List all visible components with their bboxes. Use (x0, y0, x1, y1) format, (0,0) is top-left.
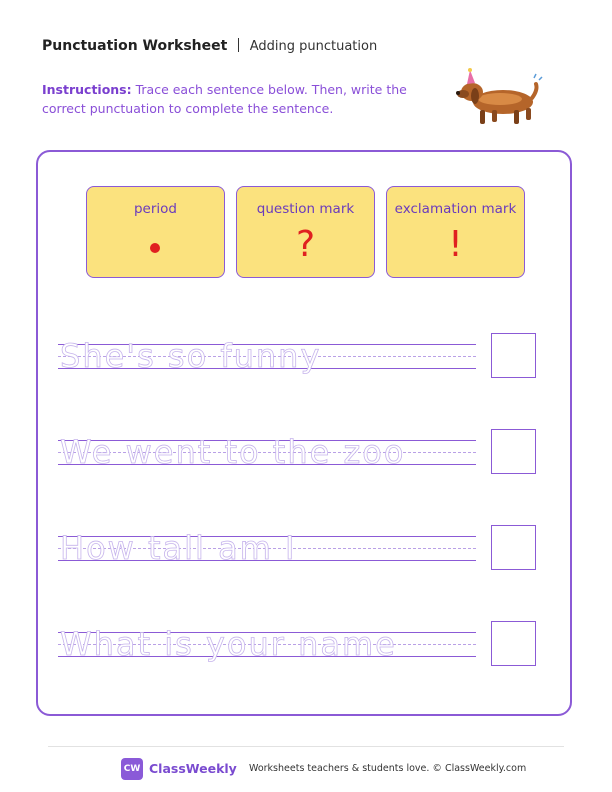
card-period-label: period (133, 201, 177, 217)
answer-box[interactable] (491, 429, 536, 474)
answer-box[interactable] (491, 333, 536, 378)
card-question-label: question mark (256, 201, 355, 217)
trace-row (58, 626, 476, 664)
card-exclamation-label: exclamation mark (394, 201, 517, 217)
classweekly-logo-icon: CW (121, 758, 143, 780)
trace-row (58, 530, 476, 568)
trace-sentence: We went to the zoo (60, 433, 406, 471)
card-exclamation-mark (386, 186, 525, 278)
trace-sentence: How tall am I (60, 529, 297, 567)
trace-row (58, 338, 476, 376)
answer-box[interactable] (491, 525, 536, 570)
footer-tagline: Worksheets teachers & students love. © ClassWeekly.com (249, 763, 527, 774)
exclamation-mark: ! (448, 224, 463, 265)
instructions-label: Instructions: (42, 82, 132, 97)
title-separator (238, 38, 240, 52)
period-mark (150, 243, 160, 253)
question-mark: ? (295, 224, 316, 265)
card-question-mark (236, 186, 375, 278)
instructions-text: Trace each sentence below. Then, write the correct punctuation to complete the sentence. (42, 82, 407, 116)
card-period (86, 186, 225, 278)
instructions (42, 80, 422, 118)
worksheet-header (42, 38, 377, 54)
answer-box[interactable] (491, 621, 536, 666)
trace-row (58, 434, 476, 472)
worksheet-subtitle: Adding punctuation (249, 39, 378, 54)
classweekly-logo-text: ClassWeekly (149, 761, 237, 776)
party-dog-illustration (448, 66, 544, 132)
footer (0, 758, 612, 780)
footer-divider (48, 746, 564, 747)
trace-sentence: What is your name (60, 625, 397, 663)
trace-sentence: She's so funny (60, 337, 322, 375)
worksheet-title: Punctuation Worksheet (42, 38, 228, 54)
